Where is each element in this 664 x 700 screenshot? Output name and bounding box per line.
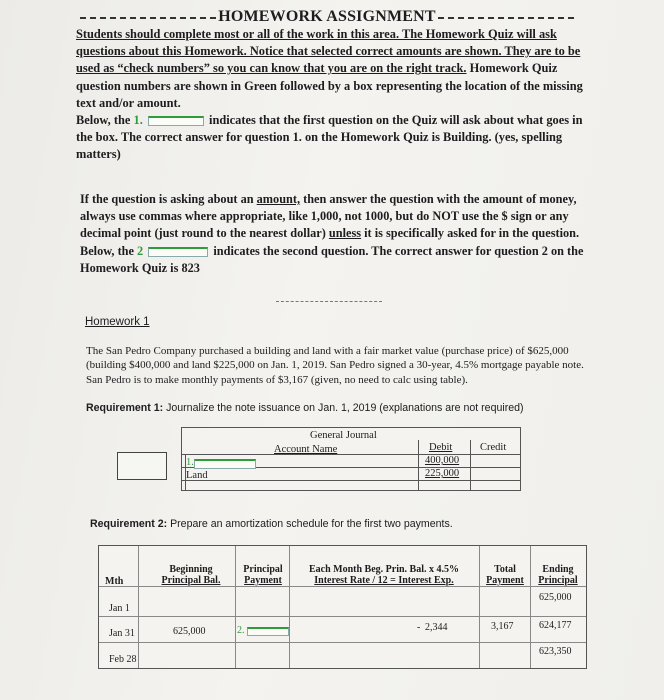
row-2-mth: Jan 31 xyxy=(109,628,135,639)
col-rule xyxy=(530,546,531,668)
amount-text-d: indicates the second question. The correct answer for question 2 on the Homework Quiz is 823 xyxy=(80,243,584,275)
requirement-2-label: Requirement 2: xyxy=(90,518,168,530)
header-interest-1: Each Month Beg. Prin. Bal. x 4.5% xyxy=(308,564,459,575)
header-beginning-2: Principal Bal. xyxy=(161,575,221,586)
header-ending xyxy=(533,564,583,586)
row-2-interest-dash: - xyxy=(417,622,421,633)
header-beginning xyxy=(151,564,231,586)
row-1-mth: Jan 1 xyxy=(109,603,130,614)
homework-problem-text: The San Pedro Company purchased a building and land with a fair market value (purchase price) of $625,000 (building $400,000 and land $225,000 on Jan. 1, 2019. San Pedro signed a 30-year, 4.5% mortgage payable note. San Pedro is to make monthly payments of $3,167 (given, no need to calc using table). xyxy=(86,345,584,386)
journal-row-1-number: 1. xyxy=(186,457,194,468)
title-row xyxy=(80,8,574,26)
row-2-total: 3,167 xyxy=(491,621,514,632)
journal-credit-rule xyxy=(470,440,471,490)
section-divider xyxy=(276,301,382,302)
row-2-beginning: 625,000 xyxy=(173,626,206,637)
header-beginning-1: Beginning xyxy=(169,564,213,575)
intro-sentence-3a: Below, the xyxy=(76,113,131,128)
amount-word: amount, xyxy=(256,192,301,206)
header-total xyxy=(481,564,529,586)
principal-payment-answer-box xyxy=(247,627,289,636)
intro-instructions xyxy=(76,26,588,164)
homework-heading: Homework 1 xyxy=(85,316,150,328)
row-2-interest: 2,344 xyxy=(425,622,448,633)
col-rule xyxy=(138,546,139,668)
requirement-1-label: Requirement 1: xyxy=(86,402,164,414)
question-1-answer-box xyxy=(148,116,204,126)
page-title: HOMEWORK ASSIGNMENT xyxy=(218,8,436,25)
unless-word: unless xyxy=(328,226,362,241)
col-rule xyxy=(235,546,236,668)
journal-row-2-debit: 225,000 xyxy=(425,468,460,479)
intro-sentence-3b: indicates that the first question on the Quiz will ask about what goes in the box. The correct answer for question 1. on the Homework Quiz is Building. (yes, spelling matters) xyxy=(76,113,583,162)
question-2-label: 2. xyxy=(237,625,245,636)
question-2-number: 2 xyxy=(137,243,144,258)
header-mth: Mth xyxy=(105,576,124,587)
requirement-2-text: Prepare an amortization schedule for the first two payments. xyxy=(170,518,453,530)
row-1-ending: 625,000 xyxy=(539,592,572,603)
header-total-1: Total xyxy=(494,564,516,575)
journal-row-1-account-box xyxy=(194,459,256,469)
row-rule xyxy=(99,642,586,643)
journal-row-1-debit: 400,000 xyxy=(425,455,460,466)
debit-header: Debit xyxy=(429,442,453,453)
header-rule xyxy=(99,586,586,587)
requirement-1-text: Journalize the note issuance on Jan. 1, 2019 (explanations are not required) xyxy=(166,402,524,414)
requirement-2 xyxy=(90,518,453,530)
row-rule xyxy=(99,616,586,617)
intro-sentence-2: Homework Quiz question numbers are shown in Green followed by a box representing the location of the missing text and/or amount. xyxy=(76,61,583,110)
amount-text-c: it is specifically asked for in the question. Below, the xyxy=(80,226,580,258)
header-total-2: Payment xyxy=(486,575,524,586)
general-journal xyxy=(181,427,521,491)
amortization-schedule xyxy=(98,545,587,669)
journal-bottom-rule xyxy=(182,480,520,481)
journal-header-rule xyxy=(182,454,520,455)
amount-instructions xyxy=(80,191,590,277)
account-name-header: Account Name xyxy=(274,444,338,455)
header-interest xyxy=(293,564,475,586)
header-principal-1: Principal xyxy=(243,564,283,575)
header-ending-1: Ending xyxy=(542,564,574,575)
journal-debit-rule xyxy=(418,440,419,490)
row-2-ending: 624,177 xyxy=(539,620,572,631)
requirement-1 xyxy=(86,402,586,414)
col-rule xyxy=(479,546,480,668)
credit-header: Credit xyxy=(480,442,507,453)
title-left-rule xyxy=(80,17,216,19)
intro-sentence-1: Students should complete most or all of the work in this area. The Homework Quiz will ask questions about this Homework. Notice that selected correct amounts are shown. They are to be used as “check numbers” so you can know that you are on the right track. xyxy=(76,27,581,76)
row-3-ending: 623,350 xyxy=(539,646,572,657)
amount-text-b: then answer the question with the amount of money, always use commas where appropriate, like 1,000, not 1000, but do NOT use the $ sign or any decimal point (just round to the nearest dollar) xyxy=(80,192,577,241)
amount-text-a: If the question is asking about an xyxy=(80,192,254,206)
header-principal xyxy=(237,564,289,586)
header-principal-2: Payment xyxy=(244,575,282,586)
journal-row-2-account: Land xyxy=(186,470,208,481)
row-3-mth: Feb 28 xyxy=(109,654,137,665)
question-2-answer-box xyxy=(148,247,208,257)
header-ending-2: Principal xyxy=(538,575,578,586)
header-interest-2: Interest Rate / 12 = Interest Exp. xyxy=(314,575,454,586)
col-rule xyxy=(289,546,290,668)
question-1-number: 1. xyxy=(133,113,143,128)
title-right-rule xyxy=(438,17,574,19)
journal-title: General Journal xyxy=(310,430,377,441)
question-1-entry-box[interactable] xyxy=(117,452,167,480)
